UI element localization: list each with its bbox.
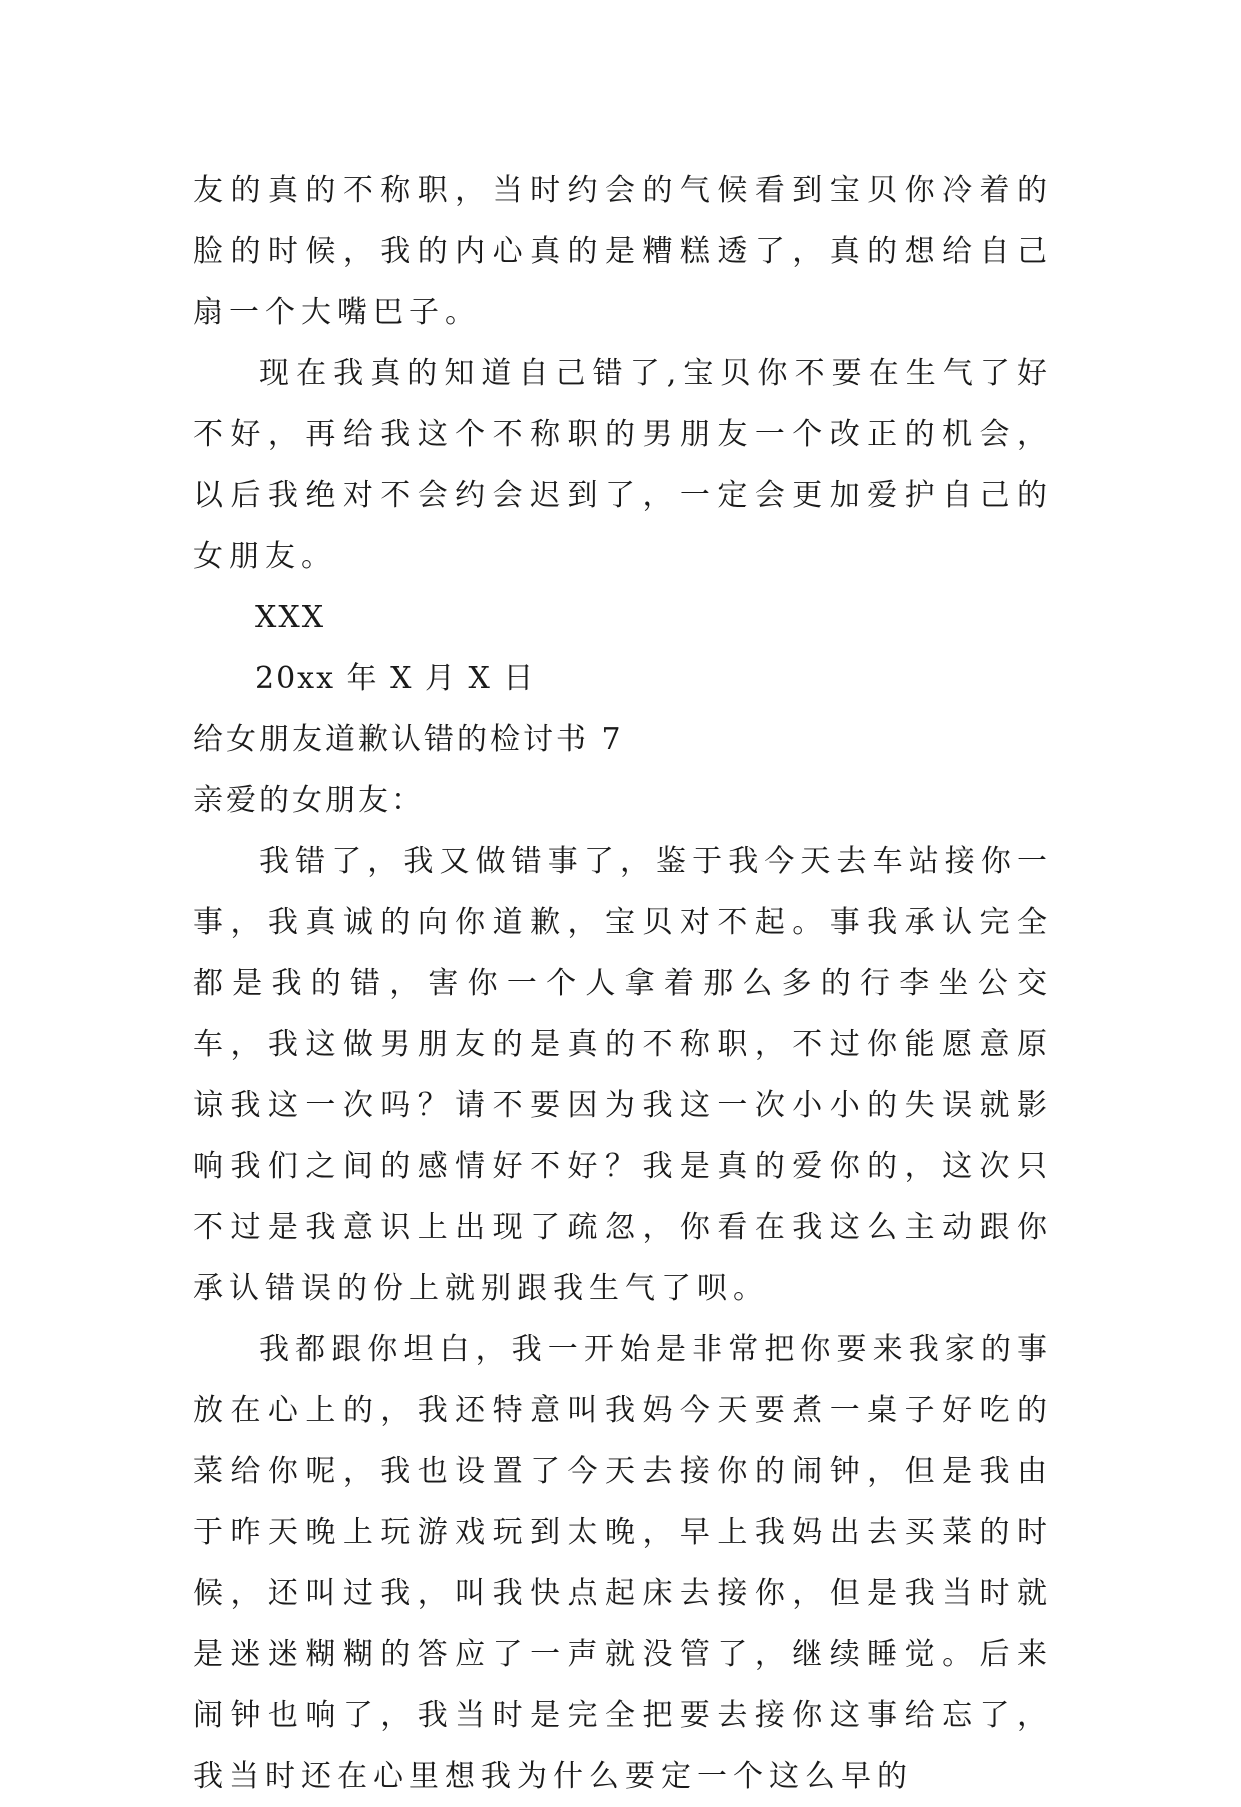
section-heading: 给女朋友道歉认错的检讨书 7 <box>193 722 624 757</box>
signature-name: XXX <box>255 600 326 635</box>
paragraph-explanation: 我都跟你坦白，我一开始是非常把你要来我家的事放在心上的，我还特意叫我妈今天要煮一桌子好吃的菜给你呢，我也设置了今天去接你的闹钟，但是我由于昨天晚上玩游戏玩到太晚，早上我妈出去买菜的时候，还叫过我，叫我快点起床去接你，但是我当时就是迷迷糊糊的答应了一声就没管了，继续睡觉。后来闹钟也响了，我当时是完全把要去接你这事给忘了，我当时还在心里想我为什么要定一个这么早的 <box>193 1332 1053 1794</box>
salutation: 亲爱的女朋友： <box>193 783 424 818</box>
signature-date: 20xx 年 X 月 X 日 <box>255 661 536 696</box>
paragraph-continued: 友的真的不称职，当时约会的气候看到宝贝你冷着的脸的时候，我的内心真的是糟糕透了，真的想给自己扇一个大嘴巴子。 <box>193 173 1053 330</box>
document-body <box>193 160 1053 1807</box>
paragraph-apology: 现在我真的知道自己错了,宝贝你不要在生气了好不好，再给我这个不称职的男朋友一个改正的机会，以后我绝对不会约会迟到了，一定会更加爱护自己的女朋友。 <box>193 356 1053 574</box>
paragraph-admission: 我错了，我又做错事了，鉴于我今天去车站接你一事，我真诚的向你道歉，宝贝对不起。事我承认完全都是我的错，害你一个人拿着那么多的行李坐公交车，我这做男朋友的是真的不称职，不过你能愿意原谅我这一次吗？请不要因为我这一次小小的失误就影响我们之间的感情好不好？我是真的爱你的，这次只不过是我意识上出现了疏忽，你看在我这么主动跟你承认错误的份上就别跟我生气了呗。 <box>193 844 1053 1306</box>
